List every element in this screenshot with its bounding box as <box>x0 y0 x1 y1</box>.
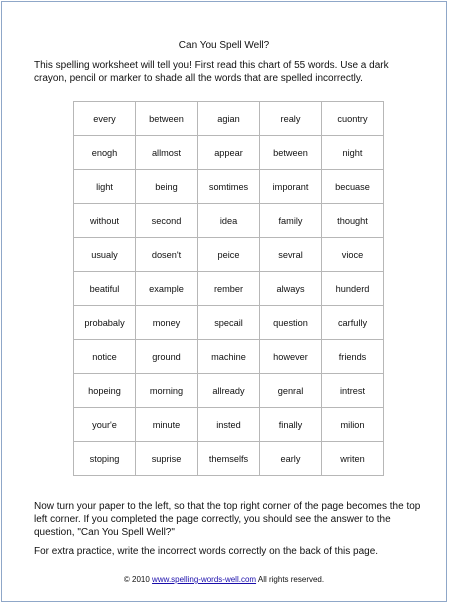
word-cell: dosen't <box>136 238 198 272</box>
word-cell: friends <box>322 340 384 374</box>
word-cell: every <box>74 102 136 136</box>
word-cell: somtimes <box>198 170 260 204</box>
grid-row <box>74 136 384 170</box>
word-cell: light <box>74 170 136 204</box>
grid-row <box>74 306 384 340</box>
word-cell: milion <box>322 408 384 442</box>
grid-row <box>74 272 384 306</box>
word-cell: writen <box>322 442 384 476</box>
word-cell: realy <box>260 102 322 136</box>
word-cell: imporant <box>260 170 322 204</box>
word-cell: family <box>260 204 322 238</box>
word-cell: however <box>260 340 322 374</box>
grid-row <box>74 170 384 204</box>
word-cell: finally <box>260 408 322 442</box>
extra-practice-paragraph: For extra practice, write the incorrect words correctly on the back of this page. <box>34 546 379 557</box>
word-cell: usualy <box>74 238 136 272</box>
word-cell: money <box>136 306 198 340</box>
grid-row <box>74 374 384 408</box>
page-title: Can You Spell Well? <box>178 40 270 51</box>
word-cell: insted <box>198 408 260 442</box>
grid-row <box>74 238 384 272</box>
grid-row <box>74 442 384 476</box>
footer <box>2 575 446 585</box>
word-cell: second <box>136 204 198 238</box>
word-grid <box>73 101 384 476</box>
word-cell: minute <box>136 408 198 442</box>
word-cell: peice <box>198 238 260 272</box>
word-cell: night <box>322 136 384 170</box>
word-cell: being <box>136 170 198 204</box>
word-cell: stoping <box>74 442 136 476</box>
word-cell: appear <box>198 136 260 170</box>
word-cell: ground <box>136 340 198 374</box>
word-cell: idea <box>198 204 260 238</box>
word-cell: allmost <box>136 136 198 170</box>
word-cell: example <box>136 272 198 306</box>
grid-row <box>74 408 384 442</box>
word-cell: thought <box>322 204 384 238</box>
word-cell: cuontry <box>322 102 384 136</box>
word-cell: hopeing <box>74 374 136 408</box>
word-cell: question <box>260 306 322 340</box>
website-link[interactable]: www.spelling-words-well.com <box>152 575 257 584</box>
word-cell: between <box>260 136 322 170</box>
word-cell: your'e <box>74 408 136 442</box>
grid-row <box>74 204 384 238</box>
word-cell: always <box>260 272 322 306</box>
word-cell: machine <box>198 340 260 374</box>
worksheet-page <box>1 1 447 602</box>
word-cell: enogh <box>74 136 136 170</box>
word-cell: becuase <box>322 170 384 204</box>
word-cell: beatiful <box>74 272 136 306</box>
word-cell: probabaly <box>74 306 136 340</box>
word-cell: rember <box>198 272 260 306</box>
rights-text: All rights reserved. <box>257 575 325 584</box>
grid-row <box>74 340 384 374</box>
word-cell: intrest <box>322 374 384 408</box>
word-cell: morning <box>136 374 198 408</box>
word-cell: notice <box>74 340 136 374</box>
word-cell: carfully <box>322 306 384 340</box>
word-cell: agian <box>198 102 260 136</box>
word-cell: vioce <box>322 238 384 272</box>
word-cell: specail <box>198 306 260 340</box>
copyright-text: © 2010 <box>123 575 150 584</box>
grid-row <box>74 102 384 136</box>
word-cell: hunderd <box>322 272 384 306</box>
word-cell: sevral <box>260 238 322 272</box>
word-cell: genral <box>260 374 322 408</box>
word-cell: early <box>260 442 322 476</box>
word-cell: without <box>74 204 136 238</box>
intro-paragraph: This spelling worksheet will tell you! First read this chart of 55 words. Use a dark crayon, pencil or marker to shade all the words that are spelled incorrectly. <box>34 60 389 84</box>
word-cell: suprise <box>136 442 198 476</box>
word-cell: between <box>136 102 198 136</box>
instructions-paragraph: Now turn your paper to the left, so that the top right corner of the page becomes the top left corner. If you completed the page correctly, you should see the answer to the question, "Can You Spell Well?" <box>34 501 421 538</box>
word-cell: allready <box>198 374 260 408</box>
word-cell: themselfs <box>198 442 260 476</box>
